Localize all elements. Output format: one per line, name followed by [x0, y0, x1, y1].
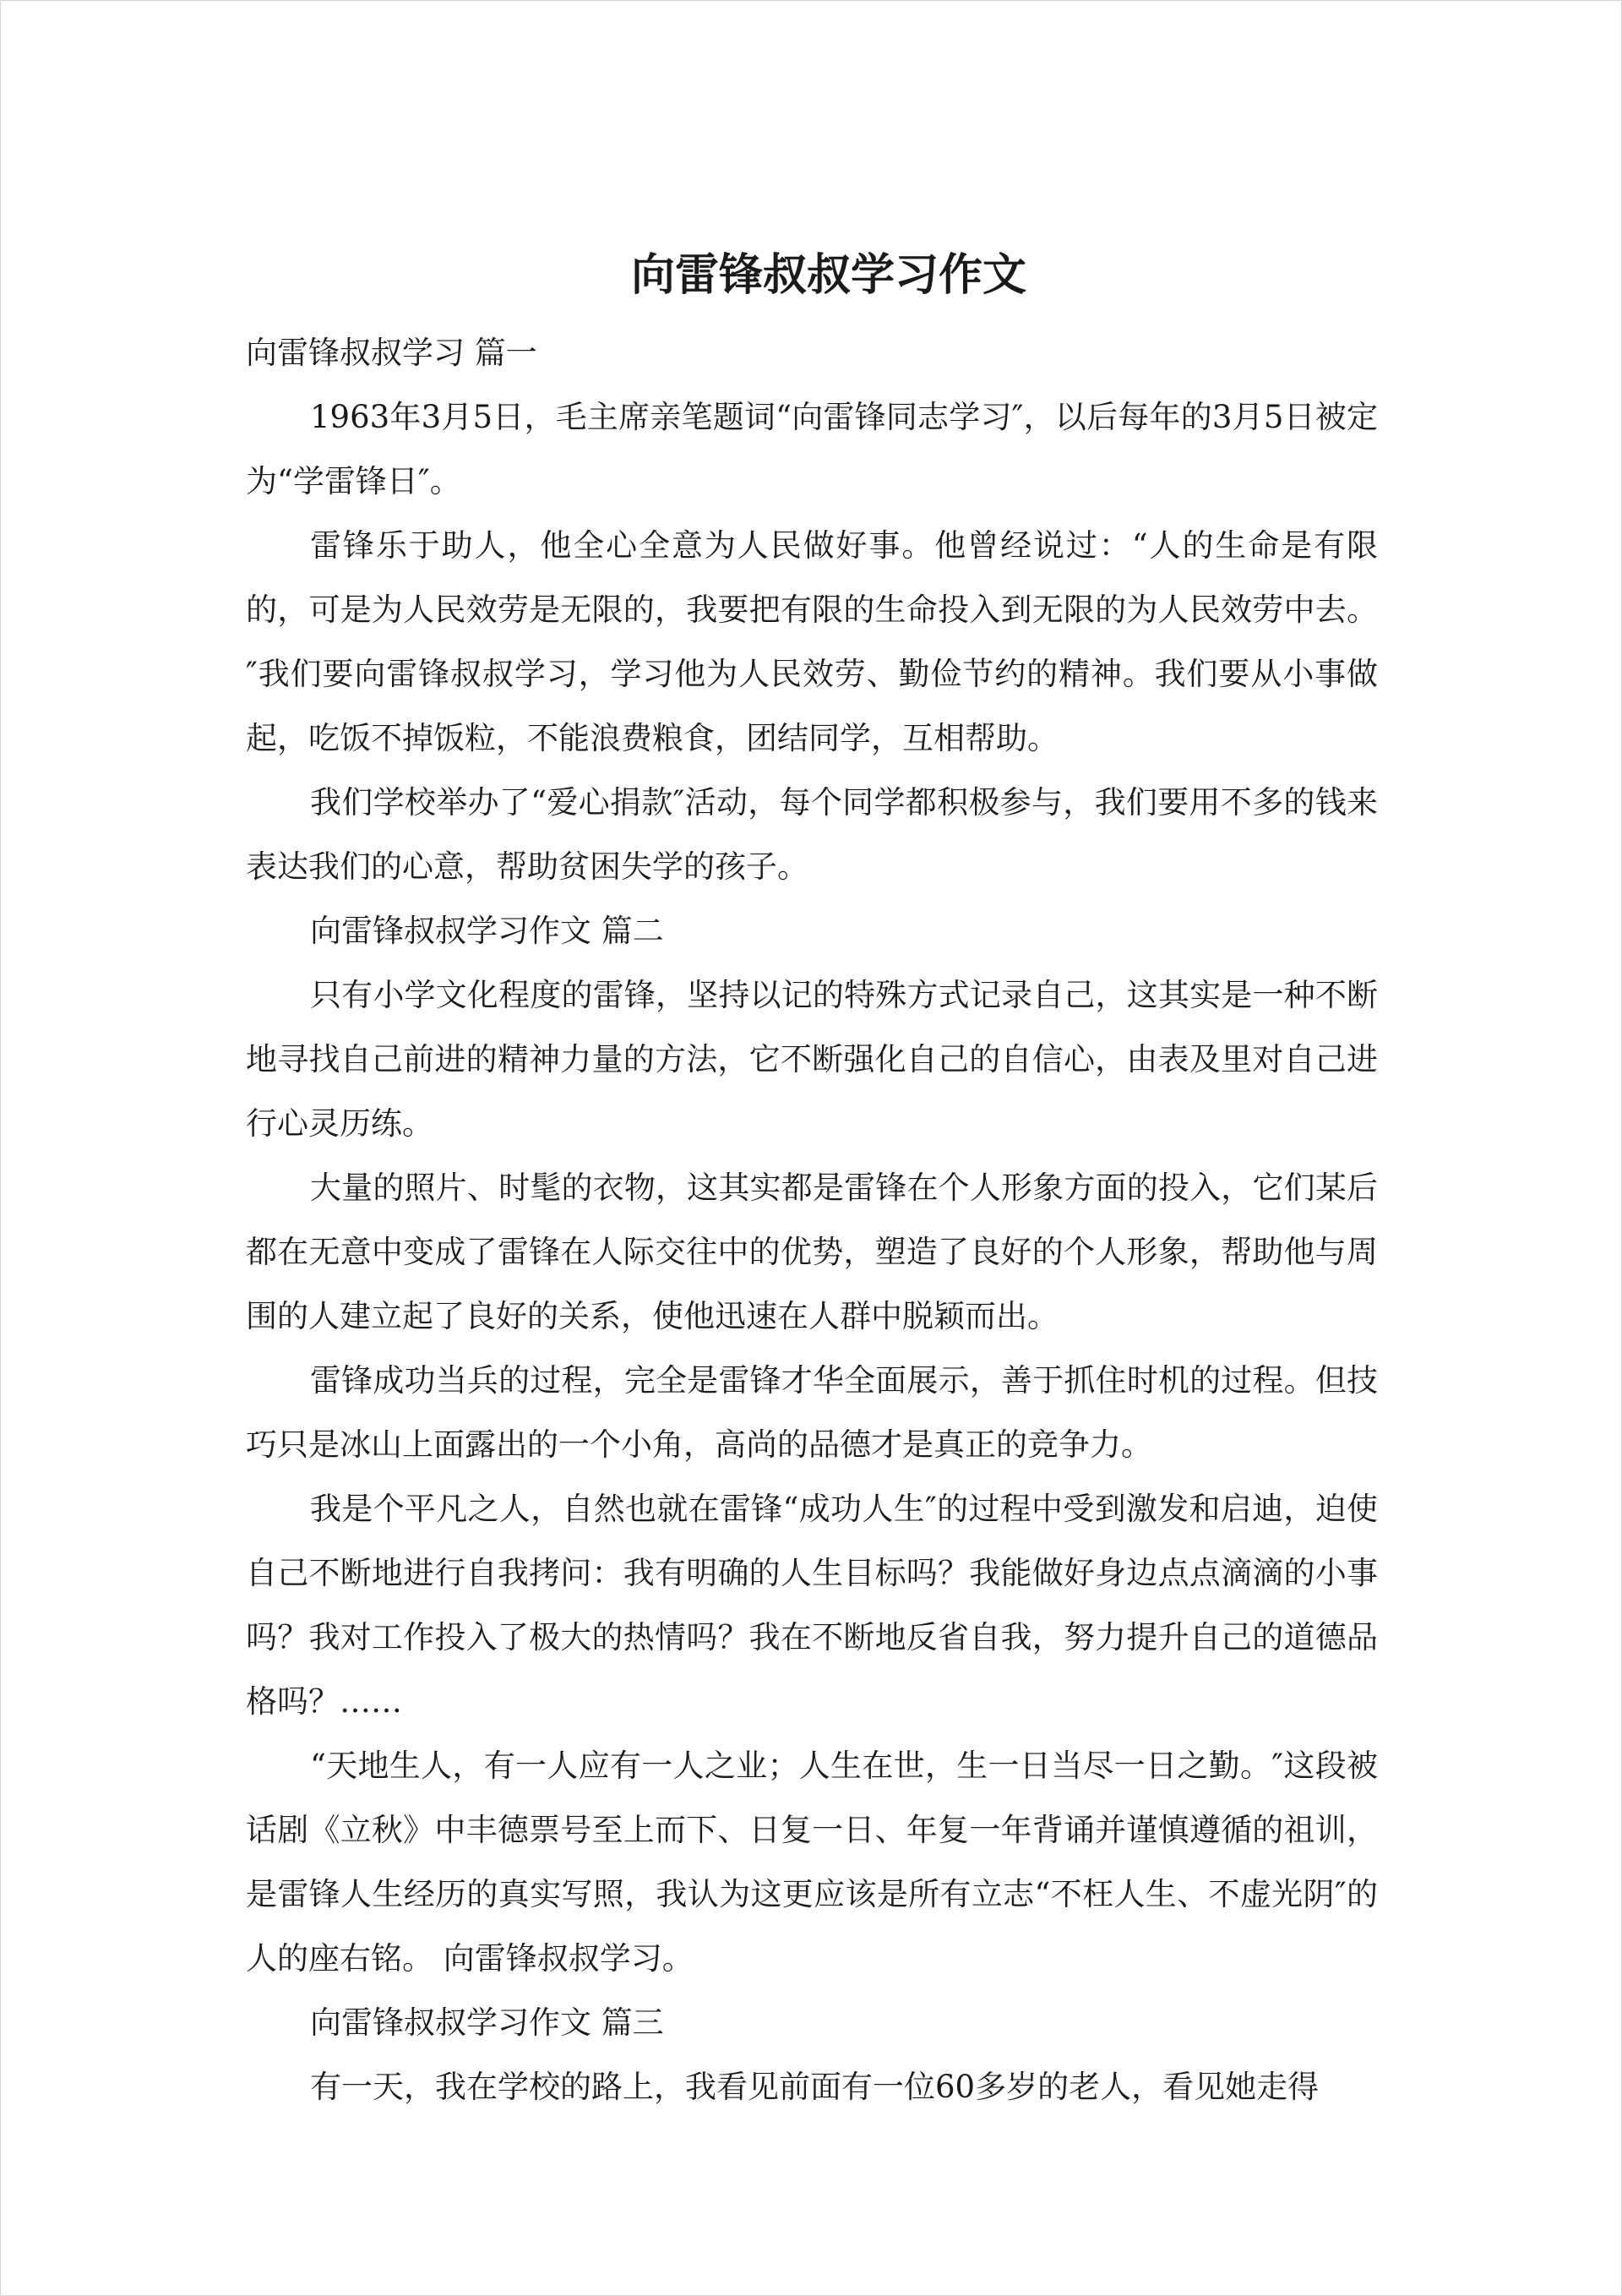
paragraph: 我是个平凡之人，自然也就在雷锋“成功人生″的过程中受到激发和启迪，迫使自己不断地进行自我拷问：我有明确的人生目标吗？我能做好身边点点滴滴的小事吗？我对工作投入了极大的热情吗？我在不断地反省自我，努力提升自己的道德品格吗？…… — [246, 1491, 1378, 1720]
section-heading-2: 向雷锋叔叔学习作文 篇二 — [310, 913, 664, 949]
paragraph: 雷锋成功当兵的过程，完全是雷锋才华全面展示，善于抓住时机的过程。但技巧只是冰山上面露出的一个小角，高尚的品德才是真正的竞争力。 — [246, 1362, 1378, 1463]
paragraph: 有一天，我在学校的路上，我看见前面有一位60多岁的老人，看见她走得 — [310, 2069, 1320, 2105]
document-content — [246, 242, 1378, 2119]
paragraph: 1963年3月5日，毛主席亲笔题词“向雷锋同志学习″，以后每年的3月5日被定为“学雷锋日″。 — [246, 399, 1378, 499]
document-title: 向雷锋叔叔学习作文 — [630, 250, 1026, 301]
paragraph: 只有小学文化程度的雷锋，坚持以记的特殊方式记录自己，这其实是一种不断地寻找自己前进的精神力量的方法，它不断强化自己的自信心，由表及里对自己进行心灵历练。 — [246, 977, 1378, 1142]
paragraph: “天地生人，有一人应有一人之业；人生在世，生一日当尽一日之勤。″这段被话剧《立秋》中丰德票号至上而下、日复一日、年复一年背诵并谨慎遵循的祖训，是雷锋人生经历的真实写照，我认为这更应该是所有立志“不枉人生、不虚光阴″的人的座右铭。 向雷锋叔叔学习。 — [246, 1748, 1378, 1977]
paragraph: 雷锋乐于助人，他全心全意为人民做好事。他曾经说过：“人的生命是有限的，可是为人民效劳是无限的，我要把有限的生命投入到无限的为人民效劳中去。″我们要向雷锋叔叔学习，学习他为人民效劳、勤俭节约的精神。我们要从小事做起，吃饭不掉饭粒，不能浪费粮食，团结同学，互相帮助。 — [246, 527, 1378, 756]
paragraph: 大量的照片、时髦的衣物，这其实都是雷锋在个人形象方面的投入，它们某后都在无意中变成了雷锋在人际交往中的优势，塑造了良好的个人形象，帮助他与周围的人建立起了良好的关系，使他迅速在人群中脱颖而出。 — [246, 1170, 1378, 1334]
section-heading-1: 向雷锋叔叔学习 篇一 — [246, 335, 537, 371]
section-heading-3: 向雷锋叔叔学习作文 篇三 — [310, 2004, 664, 2041]
paragraph: 我们学校举办了“爱心捐款″活动，每个同学都积极参与，我们要用不多的钱来表达我们的心意，帮助贫困失学的孩子。 — [246, 784, 1378, 885]
